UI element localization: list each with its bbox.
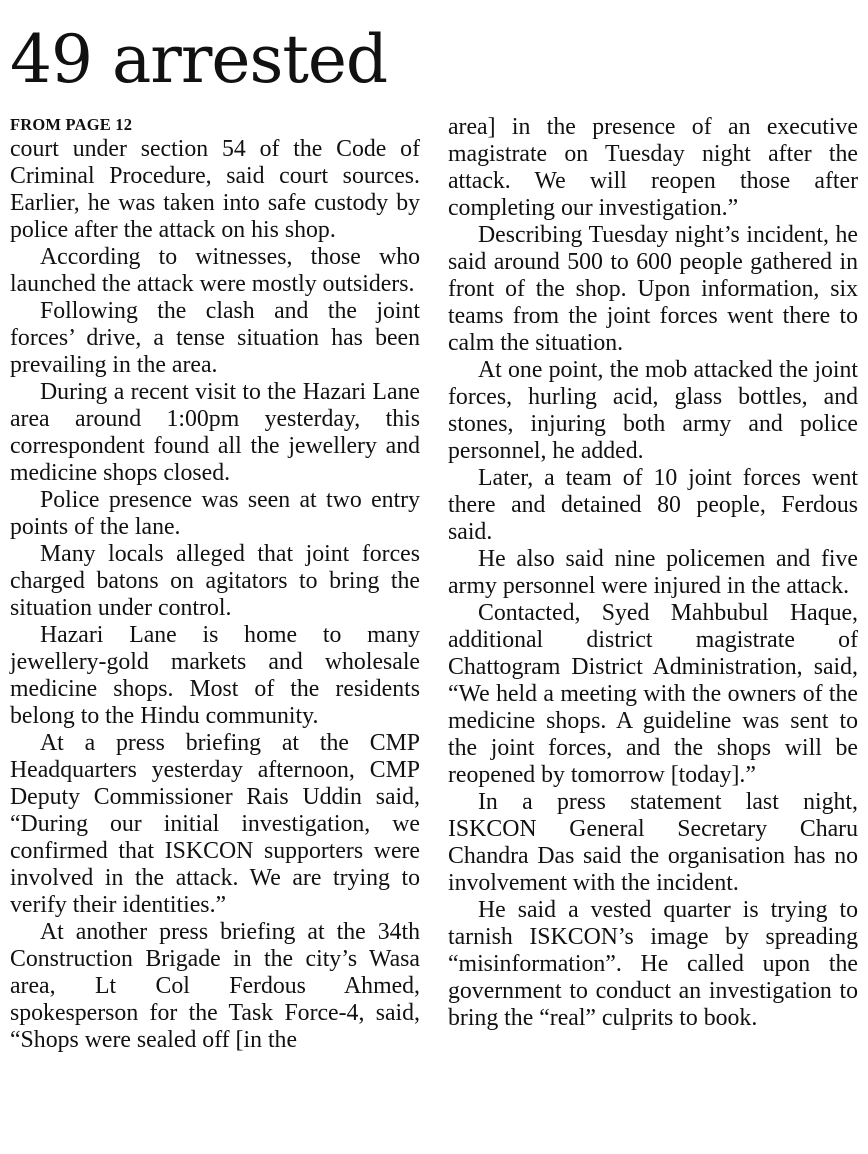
paragraph: Describing Tuesday night’s incident, he said around 500 to 600 people gathered in front of the shop. Upon information, six teams from the joint forces went there to calm the situation. [448,222,858,356]
article-column-right [448,114,858,1032]
paragraph: In a press statement last night, ISKCON General Secretary Charu Chandra Das said the organisation has no involvement with the incident. [448,789,858,896]
paragraph: Contacted, Syed Mahbubul Haque, additional district magistrate of Chattogram District Administration, said, “We held a meeting with the owners of the medicine shops. A guideline was sent to the joint forces, and the shops will be reopened by tomorrow [today].” [448,600,858,788]
right-column-body [448,114,858,1032]
paragraph: Later, a team of 10 joint forces went there and detained 80 people, Ferdous said. [448,465,858,545]
left-column-body [10,136,420,1054]
paragraph: According to witnesses, those who launched the attack were mostly outsiders. [10,244,420,297]
paragraph: He said a vested quarter is trying to tarnish ISKCON’s image by spreading “misinformation”. He called upon the government to conduct an investigation to bring the “real” culprits to book. [448,897,858,1031]
paragraph: area] in the presence of an executive magistrate on Tuesday night after the attack. We will reopen those after completing our investigation.” [448,114,858,221]
paragraph: Many locals alleged that joint forces charged batons on agitators to bring the situation under control. [10,541,420,621]
headline: 49 arrested [10,21,388,98]
paragraph: Hazari Lane is home to many jewellery-gold markets and wholesale medicine shops. Most of the residents belong to the Hindu community. [10,622,420,729]
paragraph: court under section 54 of the Code of Criminal Procedure, said court sources. Earlier, he was taken into safe custody by police after the attack on his shop. [10,136,420,243]
paragraph: During a recent visit to the Hazari Lane area around 1:00pm yesterday, this correspondent found all the jewellery and medicine shops closed. [10,379,420,486]
paragraph: Police presence was seen at two entry points of the lane. [10,487,420,540]
article-column-left [10,114,420,1054]
paragraph: At a press briefing at the CMP Headquarters yesterday afternoon, CMP Deputy Commissioner Rais Uddin said, “During our initial investigation, we confirmed that ISKCON supporters were involved in the attack. We are trying to verify their identities.” [10,730,420,918]
paragraph: He also said nine policemen and five army personnel were injured in the attack. [448,546,858,599]
paragraph: At one point, the mob attacked the joint forces, hurling acid, glass bottles, and stones, injuring both army and police personnel, he added. [448,357,858,464]
paragraph: Following the clash and the joint forces’ drive, a tense situation has been prevailing in the area. [10,298,420,378]
paragraph: At another press briefing at the 34th Construction Brigade in the city’s Wasa area, Lt Col Ferdous Ahmed, spokesperson for the Task Force-4, said, “Shops were sealed off [in the [10,919,420,1053]
continued-from-kicker: FROM PAGE 12 [10,115,133,134]
